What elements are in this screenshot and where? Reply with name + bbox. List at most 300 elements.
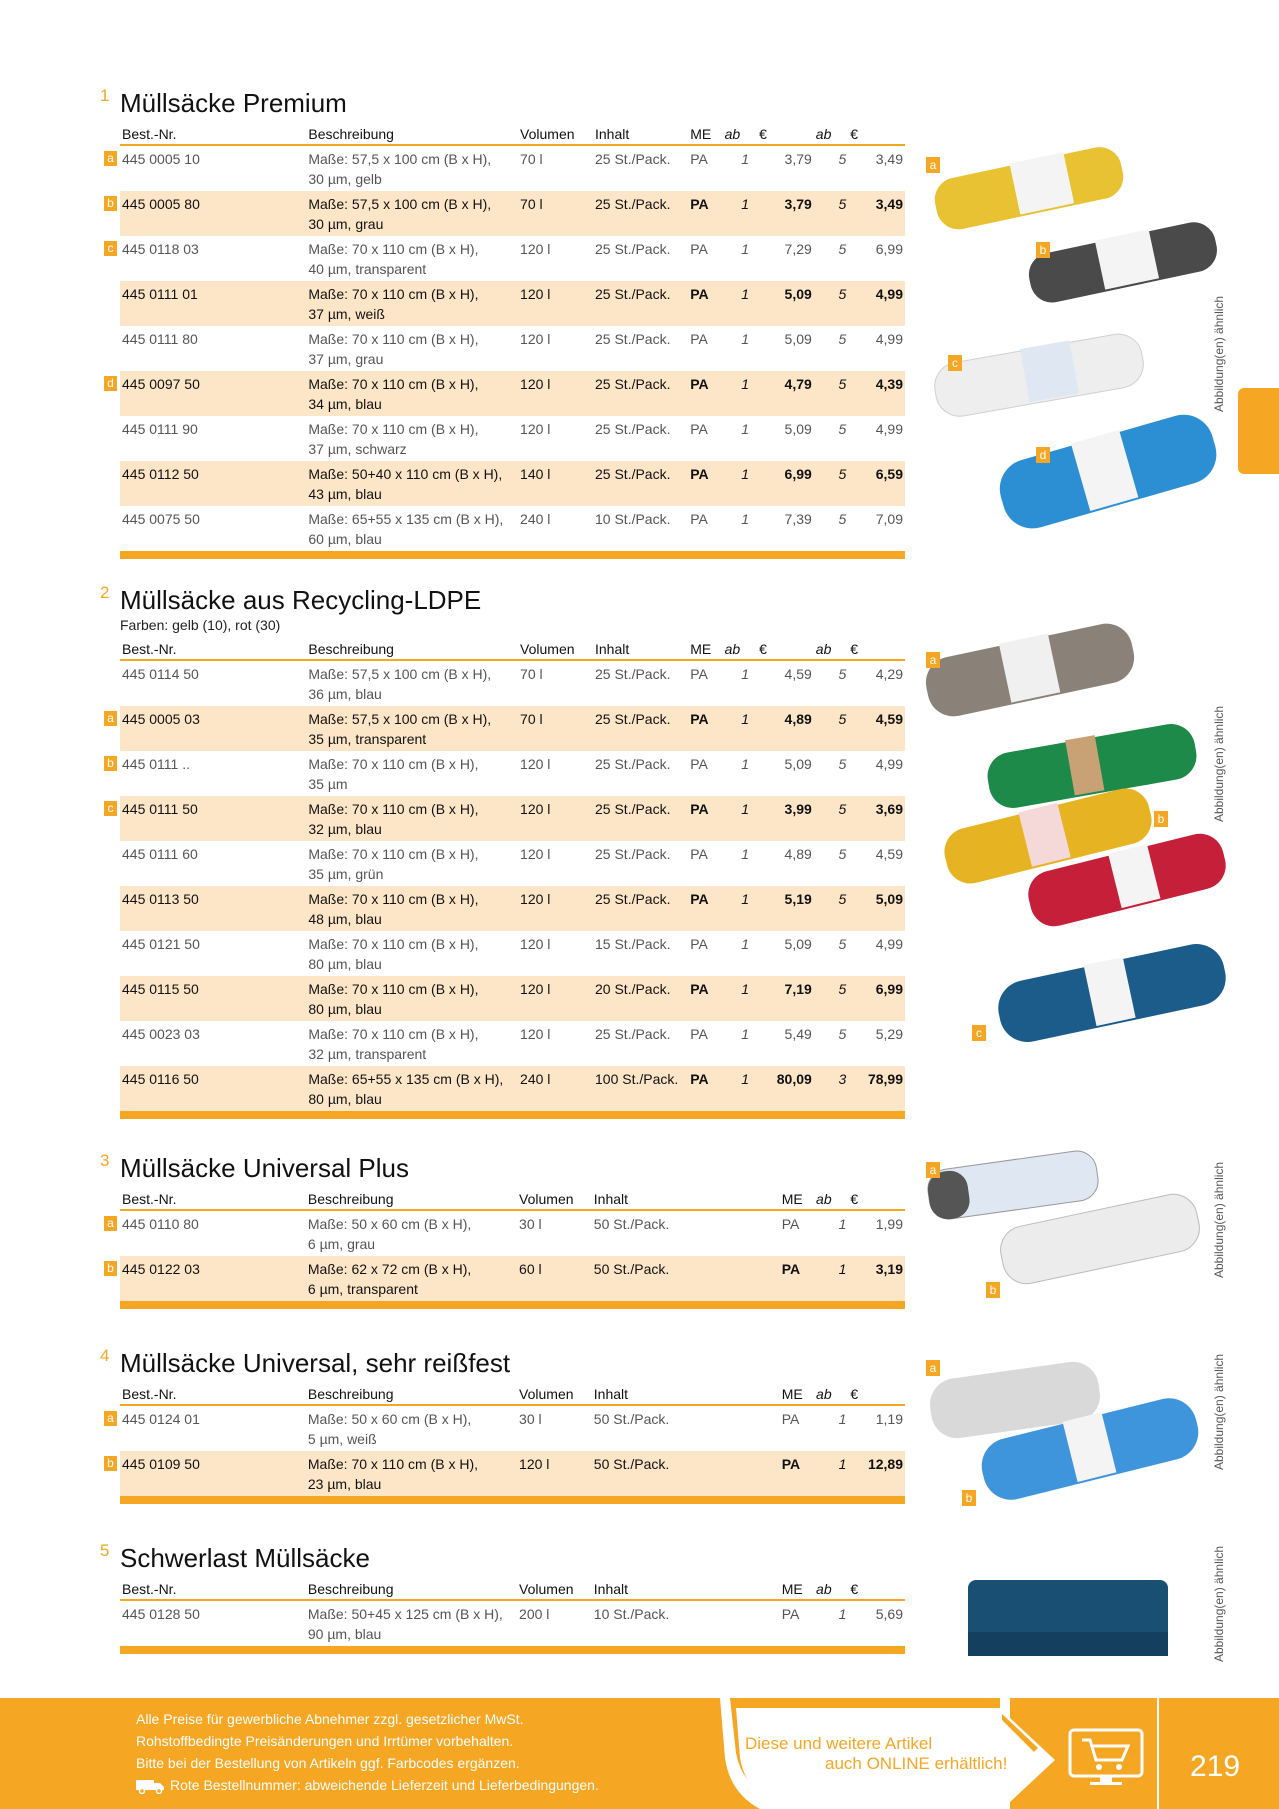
unit: PA [690,331,708,347]
section-bar [120,551,905,559]
content: 15 St./Pack. [595,936,671,952]
table-row[interactable] [120,751,905,796]
min-qty: 1 [723,281,757,326]
section-universal-plus [100,1151,905,1309]
col-eur: € [848,1577,905,1600]
description: Maße: 62 x 72 cm (B x H), 6 µm, transparent [306,1256,517,1301]
price: 5,19 [757,886,814,931]
image-tag-a: a [926,1360,940,1376]
price: 3,49 [875,151,903,167]
description: Maße: 57,5 x 100 cm (B x H), 30 µm, grau [306,191,518,236]
page-footer [0,1698,1279,1809]
product-image-recycling [915,620,1235,1070]
col-art: Best.-Nr. [120,637,306,660]
unit: PA [781,1606,800,1622]
content: 10 St./Pack. [595,511,671,527]
section-schwerlast [100,1541,905,1654]
content: 20 St./Pack. [593,976,688,1021]
table-row[interactable] [120,506,905,551]
section-subtitle: Farben: gelb (10), rot (30) [120,617,281,633]
price: 4,99 [875,756,903,772]
price: 6,99 [757,461,814,506]
table-row[interactable] [120,841,905,886]
content: 25 St./Pack. [595,1026,671,1042]
col-inh: Inhalt [592,1187,780,1210]
col-vol: Volumen [517,1577,592,1600]
col-eur: € [757,637,814,660]
product-image-universal-plus [920,1140,1220,1290]
price: 5,09 [848,886,905,931]
unit: PA [688,886,722,931]
price: 7,19 [757,976,814,1021]
description: Maße: 57,5 x 100 cm (B x H), 36 µm, blau [308,666,492,702]
min-qty: 5 [838,151,847,167]
price: 5,09 [784,331,812,347]
col-vol: Volumen [517,1187,592,1210]
min-qty: 1 [838,1411,847,1427]
min-qty: 5 [838,1026,847,1042]
min-qty: 1 [741,511,750,527]
min-qty: 5 [814,281,848,326]
image-tag-a: a [926,652,940,668]
content: 25 St./Pack. [595,421,671,437]
description: Maße: 70 x 110 cm (B x H), 35 µm, grün [308,846,479,882]
col-ab: ab [814,1577,848,1600]
price: 4,99 [875,331,903,347]
col-art: Best.-Nr. [120,1382,306,1405]
table-row[interactable] [120,1210,905,1256]
table-row[interactable] [120,1405,905,1451]
article-number: c 445 0118 03 [120,236,306,281]
table-row[interactable] [120,886,905,931]
volume: 120 l [518,371,593,416]
unit: PA [780,1451,814,1496]
volume: 120 l [520,756,551,772]
price: 80,09 [757,1066,814,1111]
article-number: 445 0128 50 [122,1606,200,1622]
unit: PA [780,1256,814,1301]
unit: PA [690,151,708,167]
min-qty: 1 [741,241,750,257]
min-qty: 1 [741,421,750,437]
table-row[interactable] [120,660,905,706]
footer-line: Rohstoffbedingte Preisänderungen und Irrtümer vorbehalten. [136,1733,514,1749]
description: Maße: 70 x 110 cm (B x H), 34 µm, blau [306,371,518,416]
min-qty: 5 [814,706,848,751]
unit: PA [781,1216,800,1232]
table-header [120,637,905,660]
section-number: 4 [100,1346,110,1365]
article-number: 445 0121 50 [122,936,200,952]
min-qty: 3 [814,1066,848,1111]
price: 4,99 [848,281,905,326]
product-table [107,1382,905,1496]
description: Maße: 70 x 110 cm (B x H), 35 µm [308,756,479,792]
price: 4,79 [757,371,814,416]
price: 4,29 [875,666,903,682]
content: 50 St./Pack. [592,1451,780,1496]
price: 4,89 [757,706,814,751]
unit: PA [690,846,708,862]
volume: 120 l [518,976,593,1021]
price: 1,19 [875,1411,903,1427]
min-qty: 1 [741,666,750,682]
col-me: ME [780,1577,814,1600]
content: 25 St./Pack. [593,706,688,751]
col-me: ME [688,637,722,660]
content: 25 St./Pack. [593,281,688,326]
section-premium [100,86,905,559]
table-row[interactable] [120,1451,905,1496]
unit: PA [690,421,708,437]
price: 5,49 [784,1026,812,1042]
table-row[interactable] [120,1600,905,1646]
footer-line: Alle Preise für gewerbliche Abnehmer zzgl. gesetzlicher MwSt. [136,1711,524,1727]
min-qty: 1 [723,976,757,1021]
article-number: a 445 0005 10 [120,145,306,191]
article-number: a 445 0005 03 [120,706,306,751]
table-row[interactable] [120,1066,905,1111]
min-qty: 1 [741,936,750,952]
image-tag-b: b [986,1282,1000,1298]
article-number: 445 0023 03 [122,1026,200,1042]
col-inh: Inhalt [592,1382,780,1405]
section-title: Müllsäcke Premium [120,88,347,118]
table-row[interactable] [120,461,905,506]
volume: 120 l [520,421,551,437]
online-line-2: auch ONLINE erhältlich! [825,1754,1008,1773]
article-number: 445 0113 50 [120,886,306,931]
col-vol: Volumen [517,1382,592,1405]
table-row[interactable] [120,1256,905,1301]
image-tag-b: b [962,1490,976,1506]
min-qty: 5 [814,796,848,841]
price: 5,09 [757,281,814,326]
unit: PA [690,756,708,772]
article-number: b 445 0122 03 [120,1256,306,1301]
image-ref-tag: a [104,711,117,726]
product-table [107,1187,905,1301]
content: 25 St./Pack. [593,371,688,416]
article-number: a 445 0124 01 [120,1405,306,1451]
content: 25 St./Pack. [595,846,671,862]
table-header [120,1187,905,1210]
description: Maße: 70 x 110 cm (B x H), 48 µm, blau [306,886,518,931]
image-tag-a: a [926,157,940,173]
price: 7,09 [875,511,903,527]
price: 5,09 [784,421,812,437]
article-number: b 445 0005 80 [120,191,306,236]
image-ref-tag: b [104,196,117,211]
table-row[interactable] [120,416,905,461]
volume: 120 l [520,846,551,862]
description: Maße: 57,5 x 100 cm (B x H), 30 µm, gelb [308,151,492,187]
price: 1,99 [875,1216,903,1232]
product-table [107,637,905,1111]
unit: PA [688,371,722,416]
description: Maße: 70 x 110 cm (B x H), 37 µm, grau [308,331,479,367]
description: Maße: 65+55 x 135 cm (B x H), 60 µm, blau [308,511,504,547]
col-art: Best.-Nr. [120,122,306,145]
unit: PA [690,666,708,682]
description: Maße: 50 x 60 cm (B x H), 6 µm, grau [307,1216,472,1252]
content: 10 St./Pack. [593,1606,670,1622]
price: 5,09 [784,936,812,952]
price: 4,59 [848,706,905,751]
shopping-cart-icon[interactable] [1066,1728,1146,1788]
content: 100 St./Pack. [593,1066,688,1111]
table-row[interactable] [120,145,905,191]
footer-line: Rote Bestellnummer: abweichende Lieferzeit und Lieferbedingungen. [136,1774,599,1796]
col-ab: ab [814,637,848,660]
table-row[interactable] [120,796,905,841]
description: Maße: 50+45 x 125 cm (B x H), 90 µm, blau [307,1606,503,1642]
image-note: Abbildung(en) ähnlich [1212,705,1226,822]
col-desc: Beschreibung [306,1187,517,1210]
col-eur: € [848,1382,905,1405]
description: Maße: 70 x 110 cm (B x H), 32 µm, blau [306,796,518,841]
min-qty: 5 [838,756,847,772]
price: 4,59 [784,666,812,682]
table-row[interactable] [120,281,905,326]
section-number: 3 [100,1151,110,1170]
section-bar [120,1496,905,1504]
unit: PA [688,281,722,326]
article-number: 445 0111 90 [122,421,198,437]
min-qty: 1 [814,1451,848,1496]
content: 25 St./Pack. [595,151,671,167]
section-number: 1 [100,86,110,105]
description: Maße: 70 x 110 cm (B x H), 80 µm, blau [306,976,518,1021]
col-inh: Inhalt [592,1577,780,1600]
roll-yellow [931,143,1128,233]
volume: 70 l [520,666,543,682]
content: 25 St./Pack. [593,461,688,506]
volume: 240 l [518,1066,593,1111]
image-tag-c: c [972,1025,986,1041]
image-note: Abbildung(en) ähnlich [1212,1545,1226,1662]
col-me: ME [688,122,722,145]
description: Maße: 70 x 110 cm (B x H), 80 µm, blau [308,936,479,972]
col-ab: ab [723,637,757,660]
description: Maße: 65+55 x 135 cm (B x H), 80 µm, blau [306,1066,518,1111]
col-desc: Beschreibung [306,1382,517,1405]
price: 78,99 [848,1066,905,1111]
min-qty: 1 [741,151,750,167]
article-number: 445 0114 50 [122,666,199,682]
truck-icon [136,1778,166,1794]
section-title: Schwerlast Müllsäcke [120,1543,370,1573]
description: Maße: 50+40 x 110 cm (B x H), 43 µm, blau [306,461,518,506]
price: 3,79 [784,151,812,167]
content: 25 St./Pack. [593,191,688,236]
image-note: Abbildung(en) ähnlich [1212,1353,1226,1470]
min-qty: 5 [838,421,847,437]
volume: 30 l [519,1411,542,1427]
table-row[interactable] [120,706,905,751]
min-qty: 1 [814,1256,848,1301]
price: 4,59 [875,846,903,862]
price: 3,79 [757,191,814,236]
table-row[interactable] [120,371,905,416]
min-qty: 5 [838,846,847,862]
price: 3,19 [848,1256,905,1301]
price: 3,49 [848,191,905,236]
content: 50 St./Pack. [593,1216,670,1232]
price: 6,59 [848,461,905,506]
description: Maße: 70 x 110 cm (B x H), 23 µm, blau [306,1451,517,1496]
section-universal-reissfest [100,1346,905,1504]
content: 25 St./Pack. [595,241,671,257]
image-ref-tag: a [104,1216,117,1231]
image-ref-tag: b [104,756,117,771]
roll-blue [993,408,1224,536]
roll-transparent [931,330,1147,420]
footer-notes [136,1708,599,1796]
unit: PA [688,1066,722,1111]
min-qty: 1 [741,331,750,347]
col-vol: Volumen [518,637,593,660]
section-recycling [100,583,905,1119]
col-me: ME [780,1382,814,1405]
min-qty: 1 [741,846,750,862]
article-number: 445 0111 01 [120,281,306,326]
product-table [120,1577,905,1646]
volume: 70 l [518,706,593,751]
table-row[interactable] [120,931,905,976]
col-eur: € [848,637,905,660]
image-ref-tag: c [104,801,117,816]
min-qty: 5 [814,371,848,416]
min-qty: 5 [838,936,847,952]
online-line-1: Diese und weitere Artikel [745,1734,933,1753]
description: Maße: 57,5 x 100 cm (B x H), 35 µm, transparent [306,706,518,751]
col-ab: ab [814,1187,848,1210]
col-desc: Beschreibung [306,1577,517,1600]
content: 25 St./Pack. [593,886,688,931]
volume: 120 l [518,281,593,326]
volume: 120 l [520,936,551,952]
online-text [745,1734,1007,1774]
volume: 30 l [519,1216,542,1232]
product-image-premium [920,130,1230,550]
section-bar [120,1301,905,1309]
min-qty: 1 [723,191,757,236]
article-number: a 445 0110 80 [120,1210,306,1256]
unit: PA [690,241,708,257]
description: Maße: 70 x 110 cm (B x H), 32 µm, transparent [308,1026,479,1062]
unit: PA [688,191,722,236]
product-table [107,122,905,551]
image-ref-tag: b [104,1456,117,1471]
section-number: 2 [100,583,110,602]
min-qty: 1 [723,886,757,931]
chapter-tab [1238,388,1279,474]
price: 3,99 [757,796,814,841]
page-number: 219 [1190,1750,1241,1783]
table-header [120,122,905,145]
section-title: Müllsäcke aus Recycling-LDPE [120,585,482,615]
min-qty: 5 [814,461,848,506]
col-me: ME [780,1187,814,1210]
image-tag-c: c [948,355,962,371]
table-row[interactable] [120,191,905,236]
min-qty: 1 [723,796,757,841]
volume: 70 l [520,151,543,167]
table-row[interactable] [120,976,905,1021]
image-note: Abbildung(en) ähnlich [1212,295,1226,412]
min-qty: 1 [723,1066,757,1111]
price: 3,69 [848,796,905,841]
price: 4,39 [848,371,905,416]
volume: 120 l [518,796,593,841]
article-number: 445 0111 60 [122,846,198,862]
unit: PA [688,796,722,841]
price: 12,89 [848,1451,905,1496]
section-number: 5 [100,1541,110,1560]
min-qty: 5 [838,241,847,257]
min-qty: 1 [723,461,757,506]
volume: 140 l [518,461,593,506]
unit: PA [688,706,722,751]
section-bar [120,1646,905,1654]
min-qty: 1 [741,1026,750,1042]
table-header [120,1382,905,1405]
min-qty: 5 [838,666,847,682]
image-tag-d: d [1036,447,1050,463]
volume: 120 l [520,241,551,257]
col-inh: Inhalt [593,637,688,660]
description: Maße: 70 x 110 cm (B x H), 40 µm, transparent [308,241,479,277]
image-tag-b: b [1154,811,1168,827]
article-number: 445 0116 50 [120,1066,306,1111]
col-vol: Volumen [518,122,593,145]
content: 25 St./Pack. [595,331,671,347]
min-qty: 1 [723,706,757,751]
image-tag-b: b [1036,242,1050,258]
article-number: 445 0111 80 [122,331,198,347]
footer-divider [1157,1698,1159,1809]
min-qty: 5 [814,886,848,931]
table-row[interactable] [120,1021,905,1066]
price: 6,99 [875,241,903,257]
content: 50 St./Pack. [592,1256,780,1301]
article-number: b 445 0109 50 [120,1451,306,1496]
section-bar [120,1111,905,1119]
price: 7,39 [784,511,812,527]
volume: 120 l [518,886,593,931]
min-qty: 1 [723,371,757,416]
product-image-schwerlast [960,1570,1180,1670]
table-row[interactable] [120,326,905,371]
unit: PA [690,1026,708,1042]
col-ab: ab [814,1382,848,1405]
unit: PA [690,936,708,952]
content: 25 St./Pack. [595,666,671,682]
min-qty: 5 [838,331,847,347]
col-art: Best.-Nr. [120,1577,306,1600]
volume: 60 l [517,1256,592,1301]
min-qty: 5 [838,511,847,527]
table-header [120,1577,905,1600]
table-row[interactable] [120,236,905,281]
unit: PA [688,461,722,506]
price: 5,29 [875,1026,903,1042]
image-note: Abbildung(en) ähnlich [1212,1161,1226,1278]
article-number: b 445 0111 .. [120,751,306,796]
section-title: Müllsäcke Universal Plus [120,1153,409,1183]
description: Maße: 50 x 60 cm (B x H), 5 µm, weiß [307,1411,472,1447]
